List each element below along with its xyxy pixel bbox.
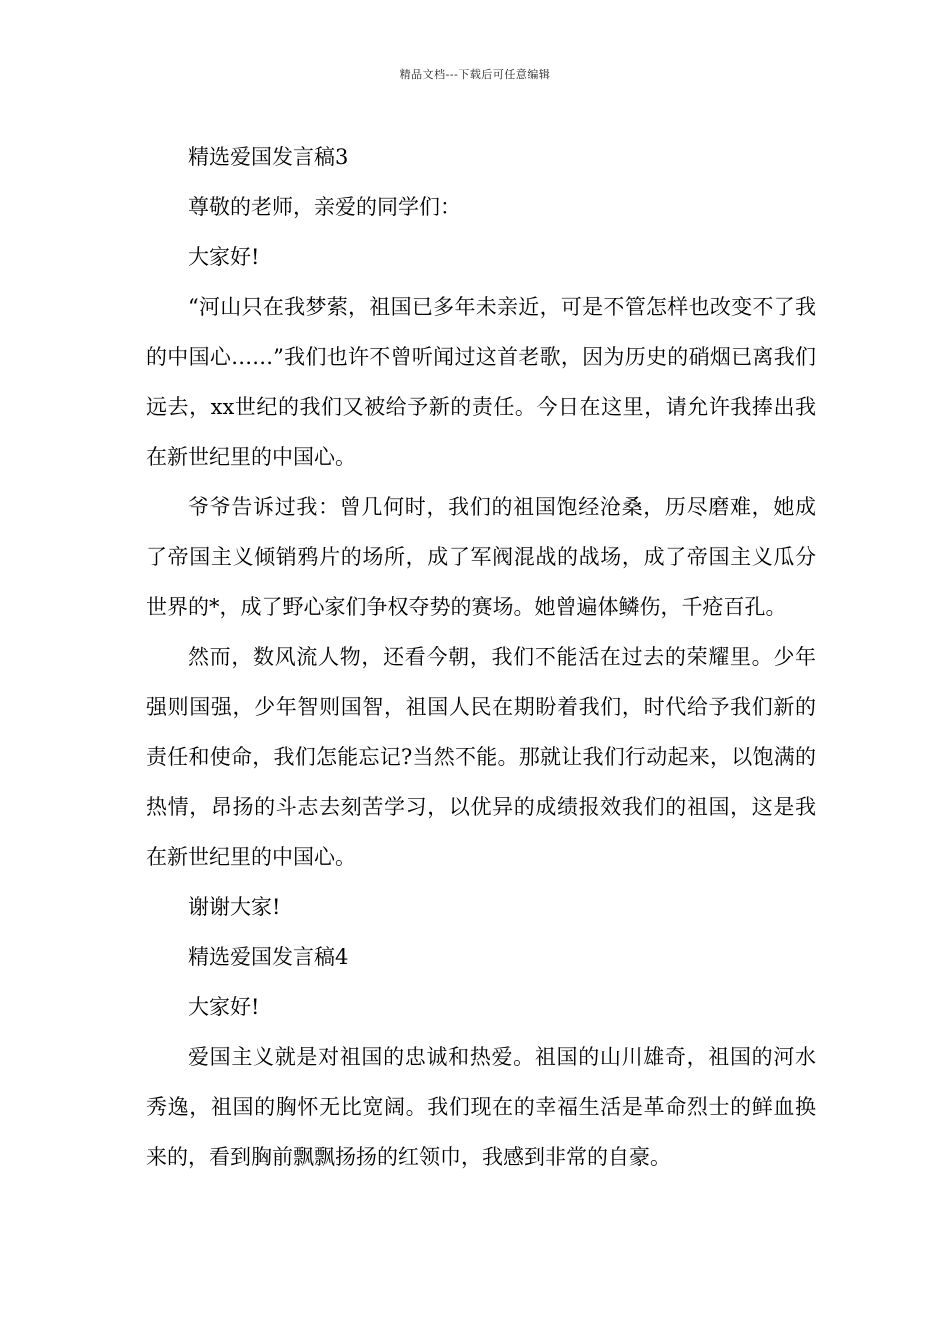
body-paragraph: “河山只在我梦萦，祖国已多年未亲近，可是不管怎样也改变不了我的中国心……”我们也许不曾听闻过这首老歌，因为历史的硝烟已离我们远去，xx世纪的我们又被给予新的责任。今日在这里，请允许我捧出我在新世纪里的中国心。 — [146, 295, 816, 469]
salutation: 尊敬的老师，亲爱的同学们： — [188, 195, 461, 219]
document-body — [146, 132, 816, 1182]
body-paragraph: 爷爷告诉过我：曾几何时，我们的祖国饱经沧桑，历尽磨难，她成了帝国主义倾销鸦片的场所，成了军阀混战的战场，成了帝国主义瓜分世界的*，成了野心家们争权夺势的赛场。她曾遍体鳞伤，千疮百孔。 — [146, 495, 816, 619]
body-paragraph: 爱国主义就是对祖国的忠诚和热爱。祖国的山川雄奇，祖国的河水秀逸，祖国的胸怀无比宽阔。我们现在的幸福生活是革命烈士的鲜血换来的，看到胸前飘飘扬扬的红领巾，我感到非常的自豪。 — [146, 1045, 816, 1169]
greeting: 大家好! — [188, 995, 260, 1019]
closing: 谢谢大家! — [188, 895, 281, 919]
section-title-4: 精选爱国发言稿4 — [188, 945, 349, 969]
page-header: 精品文档---下载后可任意编辑 — [399, 68, 551, 81]
section-title-3: 精选爱国发言稿3 — [188, 145, 349, 169]
body-paragraph: 然而，数风流人物，还看今朝，我们不能活在过去的荣耀里。少年强则国强，少年智则国智，祖国人民在期盼着我们，时代给予我们新的责任和使命，我们怎能忘记?当然不能。那就让我们行动起来，以饱满的热情，昂扬的斗志去刻苦学习，以优异的成绩报效我们的祖国，这是我在新世纪里的中国心。 — [146, 645, 816, 869]
greeting: 大家好! — [188, 245, 260, 269]
